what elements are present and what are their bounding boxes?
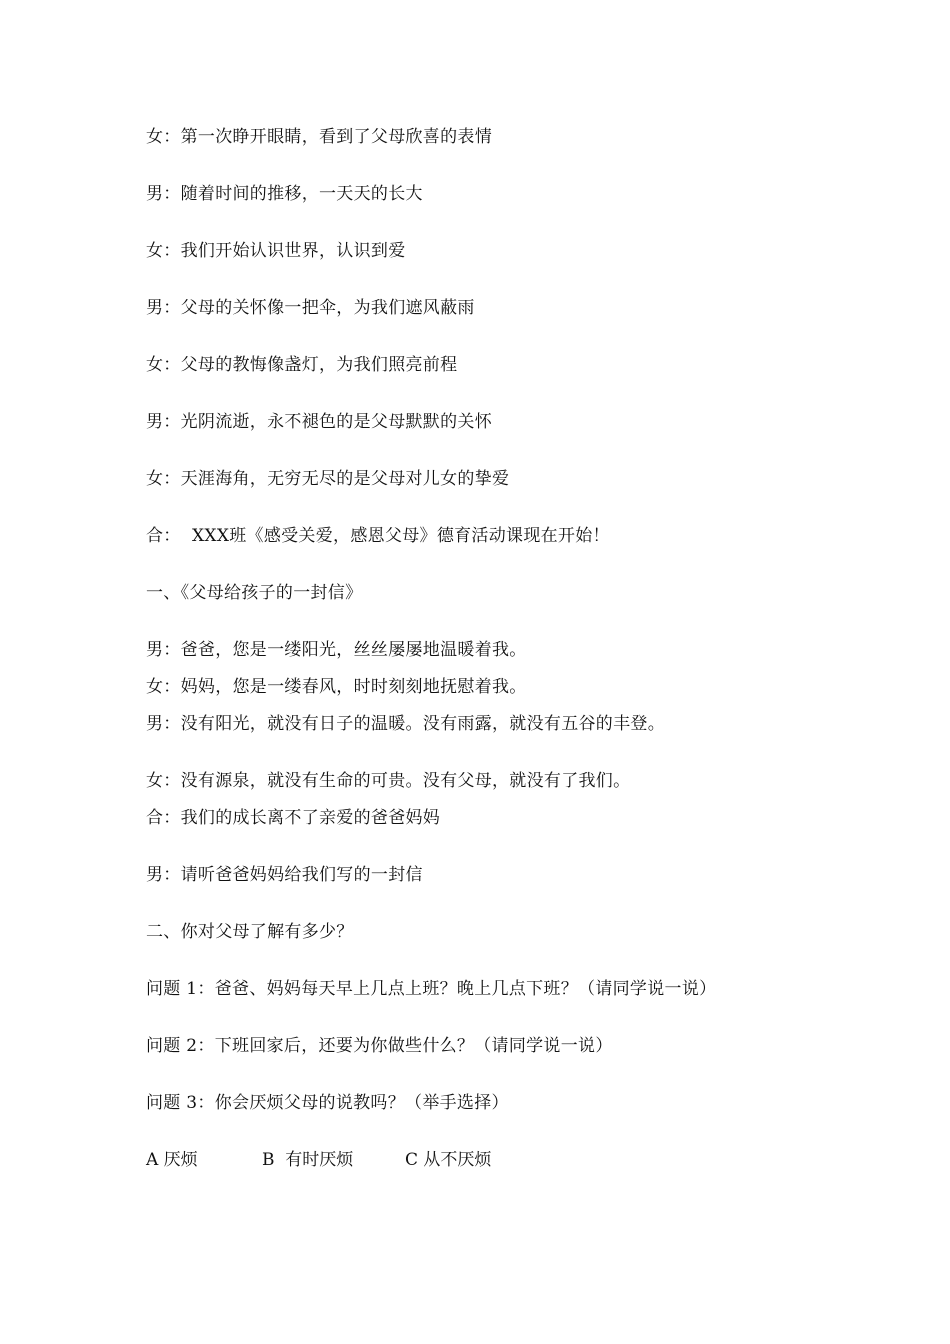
section-heading: 二、你对父母了解有多少？	[146, 922, 354, 942]
dialogue-line: 男：光阴流逝，永不褪色的是父母默默的关怀	[146, 412, 492, 432]
answer-option-b: B 有时厌烦	[262, 1150, 354, 1170]
section-heading: 一、《父母给孩子的一封信》	[146, 583, 363, 603]
dialogue-line: 女：父母的教悔像盏灯，为我们照亮前程	[146, 355, 458, 375]
dialogue-line: 女：我们开始认识世界，认识到爱	[146, 241, 406, 261]
dialogue-line: 女：没有源泉，就没有生命的可贵。没有父母，就没有了我们。	[146, 771, 631, 791]
opening-announcement: 合： XXX班《感受关爱，感恩父母》德育活动课现在开始！	[146, 526, 610, 546]
dialogue-line: 合：我们的成长离不了亲爱的爸爸妈妈	[146, 808, 441, 828]
dialogue-line: 女：第一次睁开眼睛，看到了父母欣喜的表情	[146, 127, 492, 147]
dialogue-line: 男：随着时间的推移，一天天的长大	[146, 184, 423, 204]
dialogue-line: 男：没有阳光，就没有日子的温暖。没有雨露，就没有五谷的丰登。	[146, 714, 665, 734]
dialogue-line: 女：妈妈，您是一缕春风，时时刻刻地抚慰着我。	[146, 677, 527, 697]
answer-option-c: C 从不厌烦	[405, 1150, 492, 1170]
dialogue-line: 男：请听爸爸妈妈给我们写的一封信	[146, 865, 423, 885]
answer-option-a: A 厌烦	[146, 1150, 198, 1170]
dialogue-line: 女：天涯海角，无穷无尽的是父母对儿女的挚爱	[146, 469, 510, 489]
dialogue-line: 男：父母的关怀像一把伞，为我们遮风蔽雨	[146, 298, 475, 318]
question-line: 问题 3：你会厌烦父母的说教吗？（举手选择）	[146, 1093, 509, 1113]
question-line: 问题 2：下班回家后，还要为你做些什么？（请同学说一说）	[146, 1036, 613, 1056]
question-line: 问题 1：爸爸、妈妈每天早上几点上班？晚上几点下班？（请同学说一说）	[146, 979, 717, 999]
dialogue-line: 男：爸爸，您是一缕阳光，丝丝屡屡地温暖着我。	[146, 640, 527, 660]
